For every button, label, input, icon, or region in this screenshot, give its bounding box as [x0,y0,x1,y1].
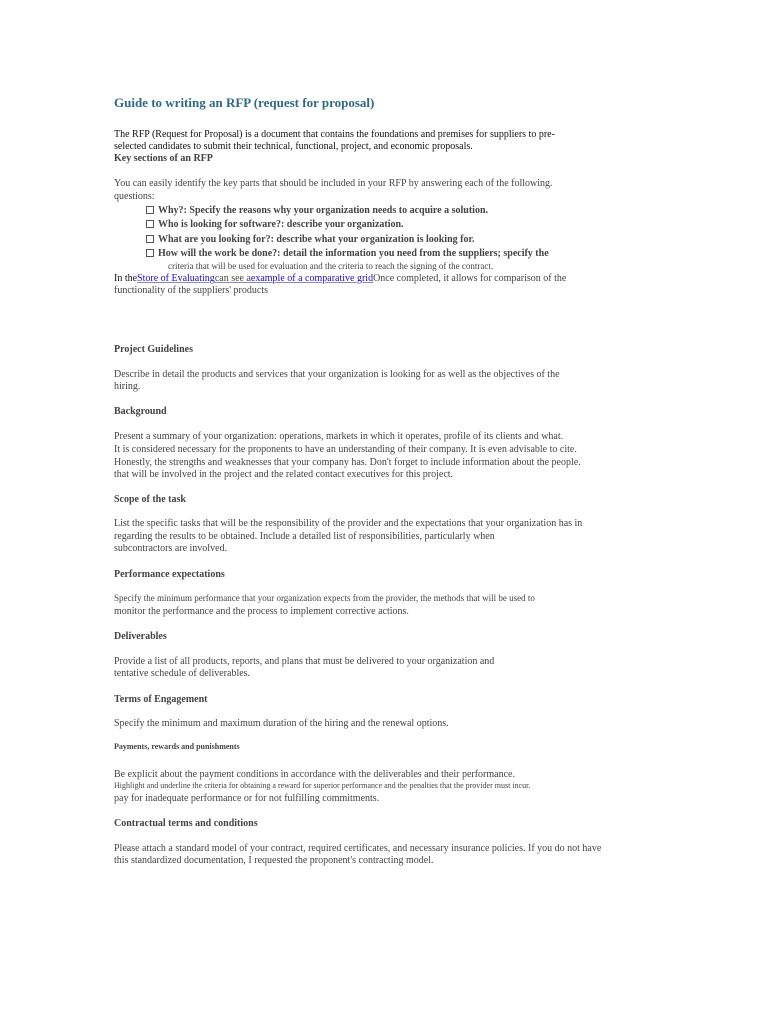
section-text: Highlight and underline the criteria for obtaining a reward for superior performance and the penalties that the provider must incur. [114,781,531,790]
section-heading-project: Project Guidelines [114,344,193,355]
checkbox-bullet-icon [146,220,154,228]
section-heading-scope: Scope of the task [114,494,186,505]
section-heading-performance: Performance expectations [114,569,225,580]
comparative-grid-link[interactable]: example of a comparative grid [250,273,374,284]
section-text: subcontractors are involved. [114,543,228,554]
section-heading-contractual: Contractual terms and conditions [114,818,258,829]
store-of-evaluating-link[interactable]: Store of Evaluating [137,273,215,284]
bullet-item-why: Why?: Specify the reasons why your organization needs to acquire a solution. [158,205,489,216]
section-text: monitor the performance and the process to implement corrective actions. [114,606,409,617]
key-sections-heading: Key sections of an RFP [114,153,213,164]
checkbox-bullet-icon [146,249,154,257]
section-text: It is considered necessary for the proponents to have an understanding of their company. It is even advisable to cite. [114,444,577,455]
store-text-pre: In the [114,273,138,284]
key-sections-text: questions: [114,191,155,202]
section-text: Present a summary of your organization: operations, markets in which it operates, profile of its clients and what. [114,431,564,442]
section-text: Specify the minimum performance that your organization expects from the provider, the methods that will be used to [114,593,535,603]
store-text-mid: can see a [214,273,251,284]
intro-line: selected candidates to submit their technical, functional, project, and economic proposals. [114,141,473,152]
store-line-2: functionality of the suppliers' products [114,285,268,296]
section-text: Be explicit about the payment conditions in accordance with the deliverables and their performance. [114,769,515,780]
key-sections-text: You can easily identify the key parts that should be included in your RFP by answering each of the following. [114,178,553,189]
bullet-item-who: Who is looking for software?: describe your organization. [158,219,404,230]
intro-line: The RFP (Request for Proposal) is a document that contains the foundations and premises for suppliers to pre- [114,129,555,140]
section-text: List the specific tasks that will be the responsibility of the provider and the expectations that your organization has in [114,518,583,529]
section-text: hiring. [114,381,141,392]
section-heading-background: Background [114,406,167,417]
section-text: this standardized documentation, I requested the proponent's contracting model. [114,855,434,866]
section-text: Describe in detail the products and services that your organization is looking for as well as the objectives of the [114,369,560,380]
store-text-post: Once completed, it allows for comparison of the [373,273,567,284]
page-title: Guide to writing an RFP (request for proposal) [114,95,375,110]
section-heading-deliverables: Deliverables [114,631,167,642]
bullet-item-how: How will the work be done?: detail the information you need from the suppliers; specify the [158,248,549,259]
section-heading-engagement: Terms of Engagement [114,694,208,705]
section-text: pay for inadequate performance or for not fulfilling commitments. [114,793,380,804]
checkbox-bullet-icon [146,235,154,243]
checkbox-bullet-icon [146,206,154,214]
section-text: Provide a list of all products, reports, and plans that must be delivered to your organization and [114,656,495,667]
section-text: regarding the results to be obtained. Include a detailed list of responsibilities, particularly when [114,531,495,542]
section-text: tentative schedule of deliverables. [114,668,251,679]
bullet-continuation: criteria that will be used for evaluation and the criteria to reach the signing of the contract. [168,261,494,271]
section-text: that will be involved in the project and the related contact executives for this project. [114,469,454,480]
section-text: Please attach a standard model of your contract, required certificates, and necessary insurance policies. If you do not have [114,843,602,854]
section-text: Honestly, the strengths and weaknesses that your company has. Don't forget to include information about the people. [114,457,581,468]
section-heading-payments: Payments, rewards and punishments [114,742,240,751]
section-text: Specify the minimum and maximum duration of the hiring and the renewal options. [114,718,449,729]
bullet-item-what: What are you looking for?: describe what your organization is looking for. [158,234,475,245]
